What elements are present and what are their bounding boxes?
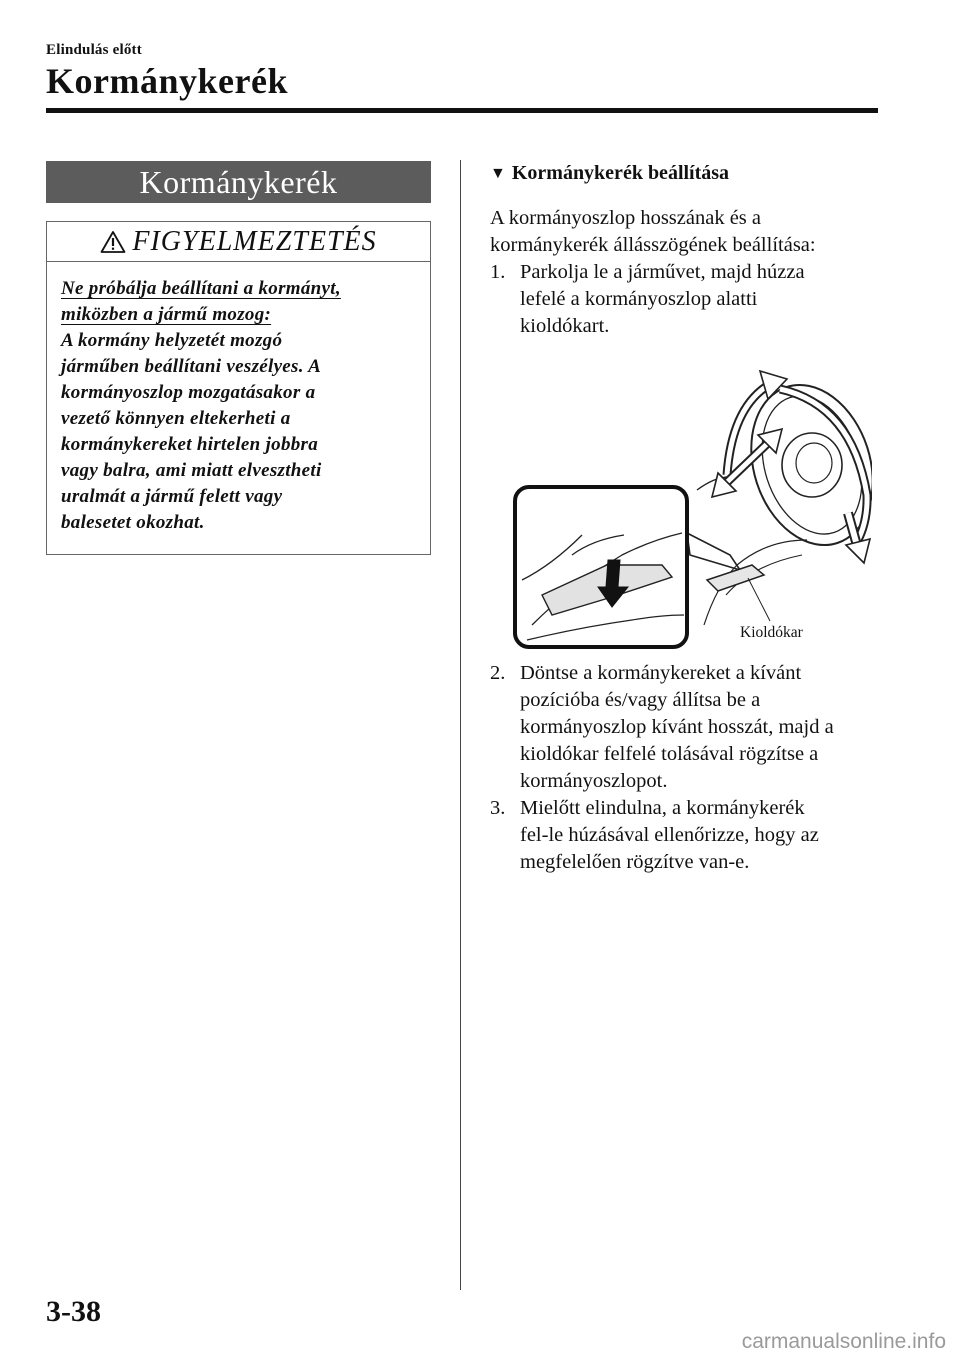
adjust-heading-text: Kormánykerék beállítása	[511, 162, 730, 184]
step-line: kormányoszlopot.	[520, 770, 668, 792]
footer-watermark: carmanualsonline.info	[741, 1330, 946, 1353]
warning-box	[46, 221, 431, 555]
header-rule	[46, 108, 878, 113]
step-number: 1.	[490, 261, 506, 283]
lever-callout-label: Kioldókar	[740, 624, 803, 641]
step-line: kioldókar felfelé tolásával rögzítse a	[520, 743, 819, 765]
step-number: 3.	[490, 797, 506, 819]
warning-title: FIGYELMEZTETÉS	[132, 225, 377, 257]
step-list	[490, 660, 890, 876]
page-number: 3-38	[46, 1295, 101, 1328]
warning-text-line: járműben beállítani veszélyes. A	[61, 356, 322, 377]
warning-text-line: vezető könnyen eltekerheti a	[61, 408, 291, 429]
step-line: kormányoszlop kívánt hosszát, majd a	[520, 716, 834, 738]
warning-lead-line: Ne próbálja beállítani a kormányt,	[61, 278, 341, 299]
adjust-intro	[490, 205, 890, 259]
warning-lead-line: miközben a jármű mozog:	[61, 304, 272, 325]
step-line: fel-le húzásával ellenőrizze, hogy az	[520, 824, 819, 846]
warning-text-line: uralmát a jármű felett vagy	[61, 486, 283, 507]
step-line: kioldókart.	[520, 315, 610, 337]
warning-text-line: vagy balra, ami miatt elvesztheti	[61, 460, 322, 481]
warning-body	[47, 262, 430, 536]
heading-marker-icon: ▼	[490, 164, 506, 182]
page-title: Kormánykerék	[46, 61, 288, 101]
step-item-1	[490, 259, 890, 340]
step-line: pozícióba és/vagy állítsa be a	[520, 689, 761, 711]
step-line: lefelé a kormányoszlop alatti	[520, 288, 758, 310]
adjust-heading	[490, 162, 729, 185]
steering-column-illustration	[512, 365, 872, 655]
warning-header	[47, 222, 430, 262]
warning-text-line: kormánykereket hirtelen jobbra	[61, 434, 319, 455]
step-line: Parkolja le a járművet, majd húzza	[520, 261, 805, 283]
step-item-3	[490, 795, 890, 876]
warning-text-line: A kormány helyzetét mozgó	[61, 330, 283, 351]
step-line: Mielőtt elindulna, a kormánykerék	[520, 797, 805, 819]
step-line: Döntse a kormánykereket a kívánt	[520, 662, 802, 684]
warning-text-line: balesetet okozhat.	[61, 512, 205, 533]
intro-line: A kormányoszlop hosszának és a	[490, 207, 761, 229]
step-number: 2.	[490, 662, 506, 684]
step-list	[490, 259, 890, 340]
step-line: megfelelően rögzítve van-e.	[520, 851, 750, 873]
chapter-label: Elindulás előtt	[46, 42, 142, 58]
step-item-2	[490, 660, 890, 795]
column-divider	[460, 160, 461, 1290]
section-banner: Kormánykerék	[46, 161, 431, 203]
intro-line: kormánykerék állásszögének beállítása:	[490, 234, 816, 256]
warning-triangle-icon	[100, 230, 126, 254]
warning-text-line: kormányoszlop mozgatásakor a	[61, 382, 316, 403]
